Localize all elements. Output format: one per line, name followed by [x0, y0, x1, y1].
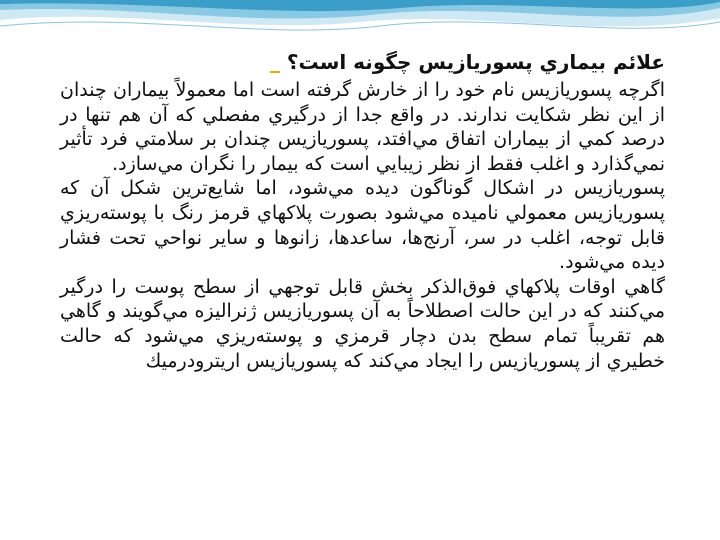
paragraph-3: گاهي اوقات پلاكهاي فوق‌الذكر بخش قابل توجهي از سطح پوست را درگير مي‌كنند كه در اين حالت اصطلاحاً به آن پسوريازيس ژنراليزه مي‌گويند و گاهي هم تقريباً تمام سطح بدن دچار قرمزي و پوسته‌ريزي مي‌شود كه حالت خطيري از پسوريازيس را ايجاد مي‌كند كه پسوريازيس اريترودرميك: [60, 275, 665, 372]
slide-content: [60, 46, 665, 373]
title-text: علائم بيماري پسوريازيس چگونه است؟: [286, 50, 665, 74]
paragraph-1: اگرچه پسوريازيس نام خود را از خارش گرفته است اما معمولاً بيماران چندان از اين نظر شكايت ندارند. در واقع جدا از درگيري مفصلي كه آن هم تنها در درصد كمي از بيماران اتفاق مي‌افتد، پسوريازيس چندان بر سلامتي فرد تأثير نمي‌گذارد و اغلب فقط از نظر زيبايي است كه بيمار را نگران مي‌سازد.: [60, 79, 665, 175]
slide-title: [60, 46, 665, 78]
title-cursor-mark: [270, 55, 280, 73]
paragraph-2: پسوريازيس در اشكال گوناگون ديده مي‌شود، اما شايع‌ترين شكل آن كه پسوريازيس معمولي ناميده مي‌شود بصورت پلاكهاي قرمز رنگ با پوسته‌ريزي قابل توجه، اغلب در سر، آرنج‌ها، ساعدها، زانوها و ساير نواحي تحت فشار ديده مي‌شود.: [60, 177, 665, 274]
